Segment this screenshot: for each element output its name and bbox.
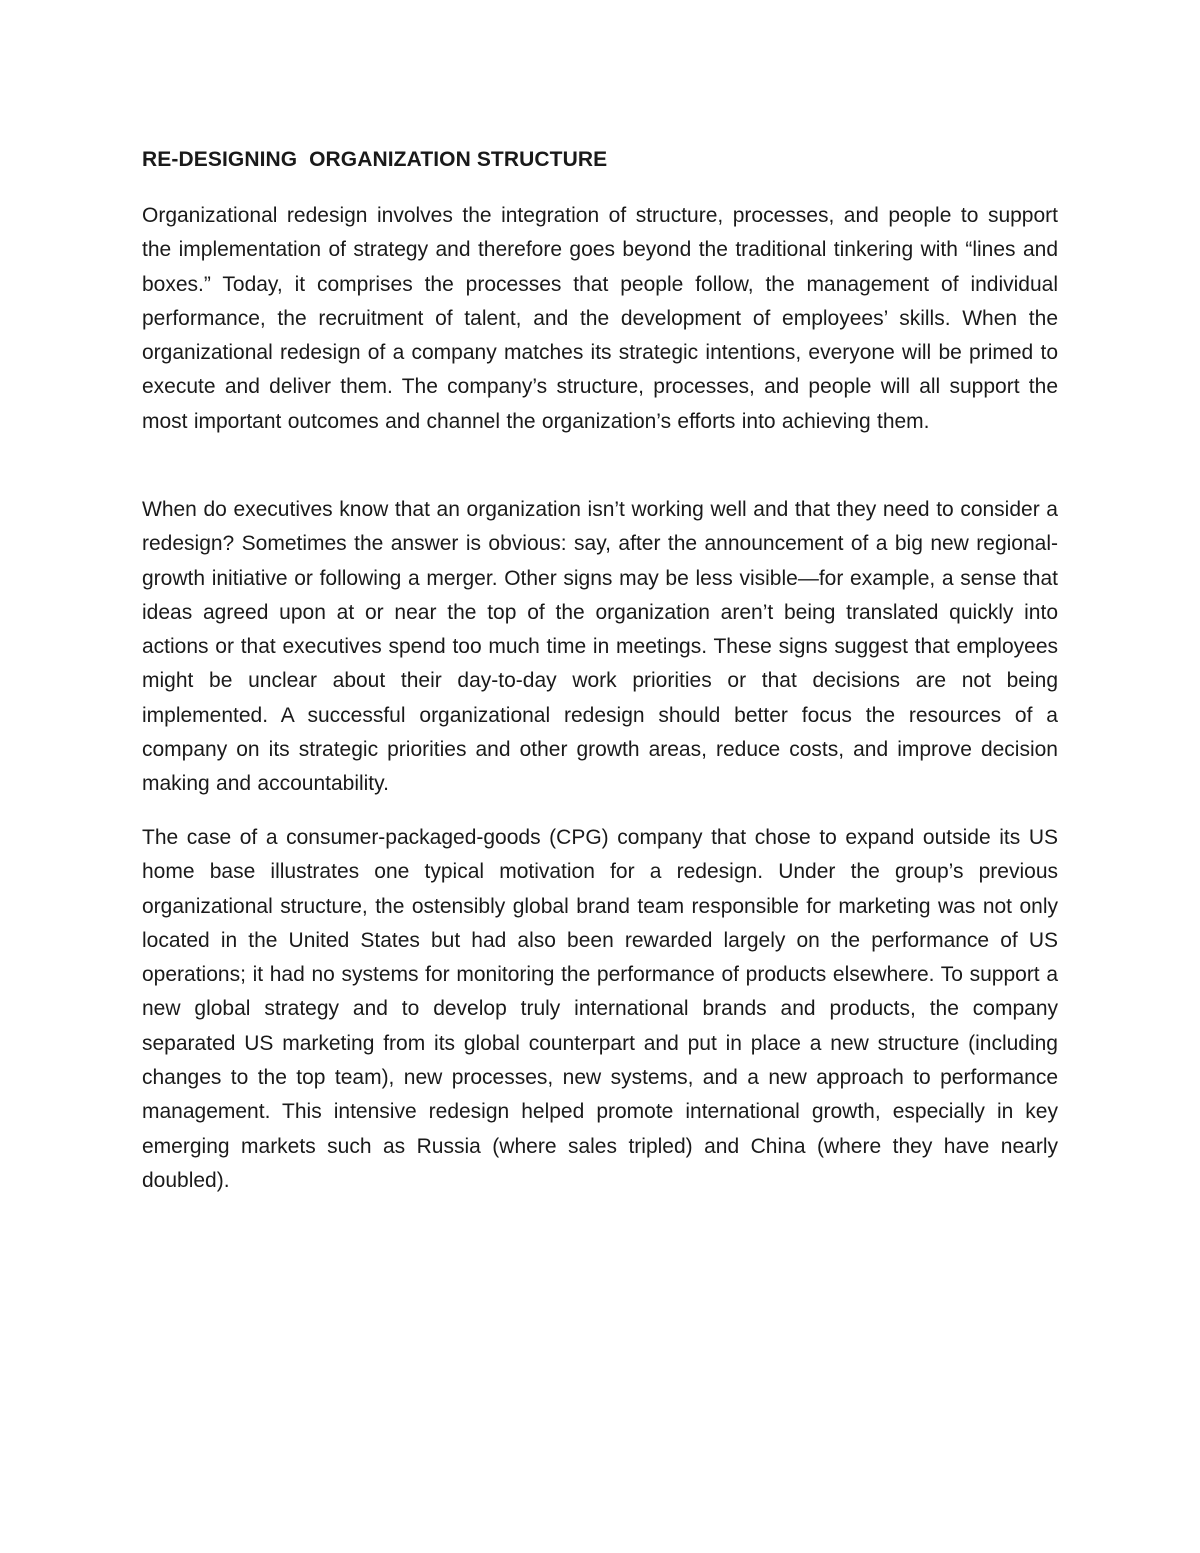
paragraph-3: The case of a consumer-packaged-goods (CPG) company that chose to expand outside its US home base illustrates one typical motivation for a redesign. Under the group’s previous organizational structure, the ostensibly global brand team responsible for marketing was not only located in the United States but had also been rewarded largely on the performance of US operations; it had no systems for monitoring the performance of products elsewhere. To support a new global strategy and to develop truly international brands and products, the company separated US marketing from its global counterpart and put in place a new structure (including changes to the top team), new processes, new systems, and a new approach to performance management. This intensive redesign helped promote international growth, especially in key emerging markets such as Russia (where sales tripled) and China (where they have nearly doubled). <box>142 826 1058 1192</box>
paragraph-1: Organizational redesign involves the integration of structure, processes, and people to support the implementation of strategy and therefore goes beyond the traditional tinkering with “lines and boxes.” Today, it comprises the processes that people follow, the management of individual performance, the recruitment of talent, and the development of employees’ skills. When the organizational redesign of a company matches its strategic intentions, everyone will be primed to execute and deliver them. The company’s structure, processes, and people will all support the most important outcomes and channel the organization’s efforts into achieving them. <box>142 204 1058 433</box>
document-title: RE-DESIGNING ORGANIZATION STRUCTURE <box>142 148 608 171</box>
paragraph-2: When do executives know that an organization isn’t working well and that they need to consider a redesign? Sometimes the answer is obvious: say, after the announcement of a big new regional-growth initiative or following a merger. Other signs may be less visible—for example, a sense that ideas agreed upon at or near the top of the organization aren’t being translated quickly into actions or that executives spend too much time in meetings. These signs suggest that employees might be unclear about their day-to-day work priorities or that decisions are not being implemented. A successful organizational redesign should better focus the resources of a company on its strategic priorities and other growth areas, reduce costs, and improve decision making and accountability. <box>142 498 1058 796</box>
